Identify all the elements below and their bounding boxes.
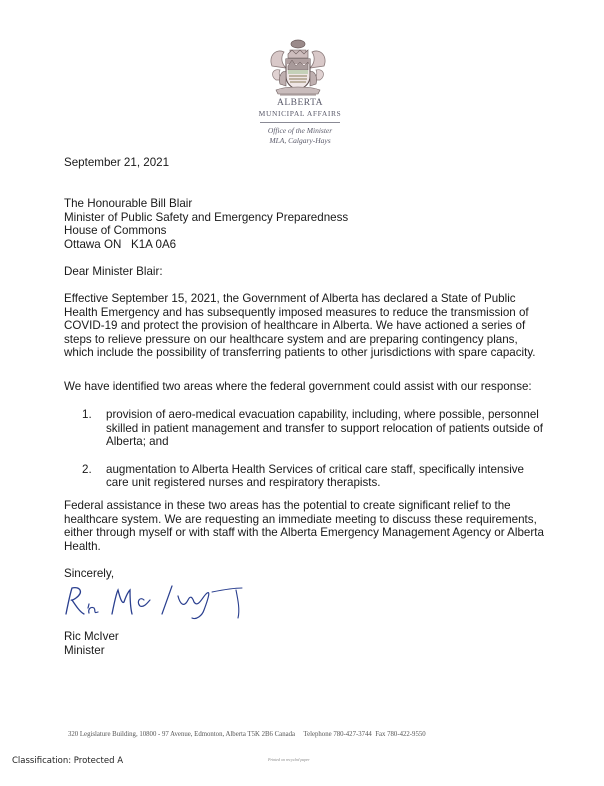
- recipient-organization: House of Commons: [64, 224, 167, 237]
- assistance-list: [64, 408, 548, 490]
- letterhead-divider: [260, 122, 340, 123]
- salutation: Dear Minister Blair:: [64, 265, 163, 278]
- closing: Sincerely,: [64, 567, 115, 580]
- signer-block: [64, 630, 119, 657]
- letterhead-organization: ALBERTA: [277, 98, 323, 108]
- signer-title: Minister: [64, 643, 105, 657]
- paragraph-3: Federal assistance in these two areas has the potential to create significant relief to the healthcare system. We are requesting an immediate meeting to discuss these requirements, either through myself or with staff with the Alberta Emergency Management Agency or Alberta Health.: [64, 499, 544, 553]
- letterhead-riding: MLA, Calgary-Hays: [269, 136, 331, 145]
- recipient-name: The Honourable Bill Blair: [64, 197, 193, 210]
- paragraph-1: Effective September 15, 2021, the Government of Alberta has declared a State of Public Health Emergency and has subsequently imposed measures to reduce the transmission of COVID-19 and protect the provision of healthcare in Alberta. We have actioned a series of steps to relieve pressure on our healthcare system and are preparing contingency plans, which include the possibility of transferring patients to other jurisdictions with spare capacity.: [64, 292, 536, 359]
- paragraph-2: We have identified two areas where the federal government could assist with our response:: [64, 380, 532, 393]
- footer-phone: Telephone 780-427-3744: [303, 731, 372, 738]
- letter-date: September 21, 2021: [64, 156, 170, 169]
- letterhead: [250, 98, 350, 146]
- recipient-title: Minister of Public Safety and Emergency Preparedness: [64, 210, 349, 224]
- letterhead-department: MUNICIPAL AFFAIRS: [258, 109, 342, 118]
- list-item-text: augmentation to Alberta Health Services of critical care staff, specifically intensive care unit registered nurses and respiratory therapists.: [106, 462, 525, 489]
- list-item-number: 1.: [82, 408, 92, 421]
- recipient-block: [64, 197, 348, 251]
- list-item: [64, 408, 548, 449]
- letterhead-office: Office of the Minister: [267, 126, 333, 135]
- list-item-text: provision of aero-medical evacuation capability, including, where possible, personnel skilled in patient management and transfer to support relocation of patients outside of Alberta; and: [106, 408, 543, 448]
- classification-label: Classification: Protected A: [12, 756, 124, 766]
- footer-fax: Fax 780-422-9550: [375, 731, 426, 738]
- signer-name: Ric McIver: [64, 630, 119, 643]
- letter-footer: [68, 731, 538, 738]
- footer-address: 320 Legislature Building, 10800 - 97 Avenue, Edmonton, Alberta T5K 2B6 Canada: [68, 731, 296, 738]
- alberta-coat-of-arms-icon: [266, 36, 330, 98]
- recipient-address: Ottawa ON K1A 0A6: [64, 237, 177, 251]
- recycled-paper-note: Printed on recycled paper: [268, 757, 310, 762]
- list-item: [64, 463, 548, 490]
- list-item-number: 2.: [82, 462, 92, 476]
- signature: [60, 580, 250, 622]
